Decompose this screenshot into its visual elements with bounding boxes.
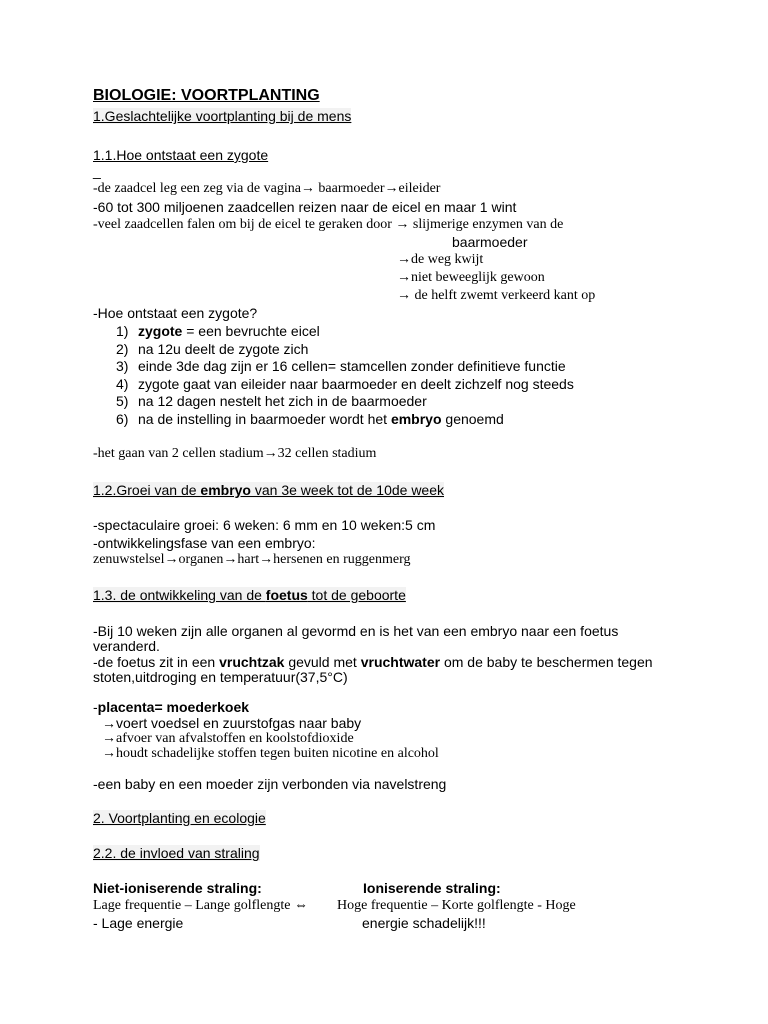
placenta-label: placenta= moederkoek xyxy=(97,699,250,715)
placenta-function-2: →afvoer van afvalstoffen en koolstofdioxide xyxy=(102,731,354,746)
list-number: 2) xyxy=(116,341,129,357)
document-title: BIOLOGIE: VOORTPLANTING xyxy=(93,87,320,104)
navel-line: -een baby en een moeder zijn verbonden via navelstreng xyxy=(93,776,447,792)
list-item xyxy=(116,323,320,339)
zygote-line-2: -60 tot 300 miljoenen zaadcellen reizen naar de eicel en maar 1 wint xyxy=(93,199,517,215)
underscore-mark: _ xyxy=(93,163,101,179)
zygote-question: -Hoe ontstaat een zygote? xyxy=(93,305,258,321)
list-number: 1) xyxy=(116,323,129,339)
foetus-paragraph-2b: stoten,uitdroging en temperatuur(37,5°C) xyxy=(93,669,348,685)
heading-text: tot de geboorte xyxy=(307,587,406,603)
zygote-line-1: -de zaadcel leg een zeg via de vagina→ baarmoeder→eileider xyxy=(93,181,441,196)
heading-text: 1.2.Groei van de xyxy=(93,482,201,498)
heading-text: van 3e week tot de 10de week xyxy=(250,482,445,498)
list-item xyxy=(116,393,427,409)
list-text: na de instelling in baarmoeder wordt het xyxy=(138,411,391,427)
section-2-heading: 2. Voortplanting en ecologie xyxy=(93,810,266,826)
paragraph-text: gevuld met xyxy=(284,654,361,670)
section-1-3-heading xyxy=(93,587,406,603)
cell-stadium-line: -het gaan van 2 cellen stadium→32 cellen stadium xyxy=(93,446,377,461)
growth-line-2: -ontwikkelingsfase van een embryo: xyxy=(93,535,316,551)
bold-term: vruchtwater xyxy=(360,654,441,670)
ionizing-line-2: energie schadelijk!!! xyxy=(362,915,486,931)
growth-line-1: -spectaculaire groei: 6 weken: 6 mm en 10 weken:5 cm xyxy=(93,517,436,533)
list-bold-term: embryo xyxy=(390,411,442,427)
list-number: 4) xyxy=(116,376,129,392)
list-bold-term: zygote xyxy=(138,323,183,339)
section-1-heading: 1.Geslachtelijke voortplanting bij de mens xyxy=(93,108,352,124)
list-text: zygote gaat van eileider naar baarmoeder en deelt zichzelf nog steeds xyxy=(138,376,574,392)
zygote-line-3b: baarmoeder xyxy=(452,234,528,250)
list-item xyxy=(116,376,574,392)
list-item xyxy=(116,411,504,427)
reason-2: →niet beweeglijk gewoon xyxy=(397,270,545,285)
list-number: 3) xyxy=(116,358,129,374)
heading-text: 1.3. de ontwikkeling van de xyxy=(93,587,266,603)
growth-line-3: zenuwstelsel→organen→hart→hersenen en ruggenmerg xyxy=(93,552,411,567)
heading-bold-term: embryo xyxy=(200,482,251,498)
paragraph-text: -de foetus zit in een xyxy=(93,654,220,670)
foetus-paragraph-1b: veranderd. xyxy=(93,638,160,654)
list-text: genoemd xyxy=(441,411,504,427)
section-1-2-heading xyxy=(93,482,444,498)
placenta-function-3: →houdt schadelijke stoffen tegen buiten nicotine en alcohol xyxy=(102,746,439,761)
non-ionizing-line-2: - Lage energie xyxy=(93,915,184,931)
list-number: 6) xyxy=(116,411,129,427)
reason-3: → de helft zwemt verkeerd kant op xyxy=(397,288,596,303)
placenta-heading xyxy=(93,699,249,715)
dash: - xyxy=(93,699,98,715)
list-text: na 12 dagen nestelt het zich in de baarmoeder xyxy=(138,393,427,409)
ionizing-line-1: Hoge frequentie – Korte golflengte - Hoge xyxy=(337,898,576,913)
heading-bold-term: foetus xyxy=(265,587,308,603)
list-item xyxy=(116,358,566,374)
list-item xyxy=(116,341,308,357)
list-text: einde 3de dag zijn er 16 cellen= stamcellen zonder definitieve functie xyxy=(138,358,566,374)
paragraph-text: om de baby te beschermen tegen xyxy=(440,654,653,670)
reason-1: →de weg kwijt xyxy=(397,252,484,267)
non-ionizing-line-1: Lage frequentie – Lange golflengte ⇔ xyxy=(93,898,308,913)
list-number: 5) xyxy=(116,393,129,409)
ionizing-title: Ioniserende straling: xyxy=(363,880,501,896)
list-text: = een bevruchte eicel xyxy=(182,323,320,339)
foetus-paragraph-1: -Bij 10 weken zijn alle organen al gevormd en is het van een embryo naar een foetus xyxy=(93,623,619,639)
zygote-line-3: -veel zaadcellen falen om bij de eicel te geraken door → slijmerige enzymen van de xyxy=(93,217,564,232)
section-1-1-heading: 1.1.Hoe ontstaat een zygote xyxy=(93,147,269,163)
list-text: na 12u deelt de zygote zich xyxy=(138,341,309,357)
bold-term: vruchtzak xyxy=(219,654,285,670)
section-2-2-heading: 2.2. de invloed van straling xyxy=(93,845,260,861)
non-ionizing-title: Niet-ioniserende straling: xyxy=(93,880,262,896)
placenta-function-1: →voert voedsel en zuurstofgas naar baby xyxy=(102,715,362,731)
foetus-paragraph-2 xyxy=(93,654,653,670)
